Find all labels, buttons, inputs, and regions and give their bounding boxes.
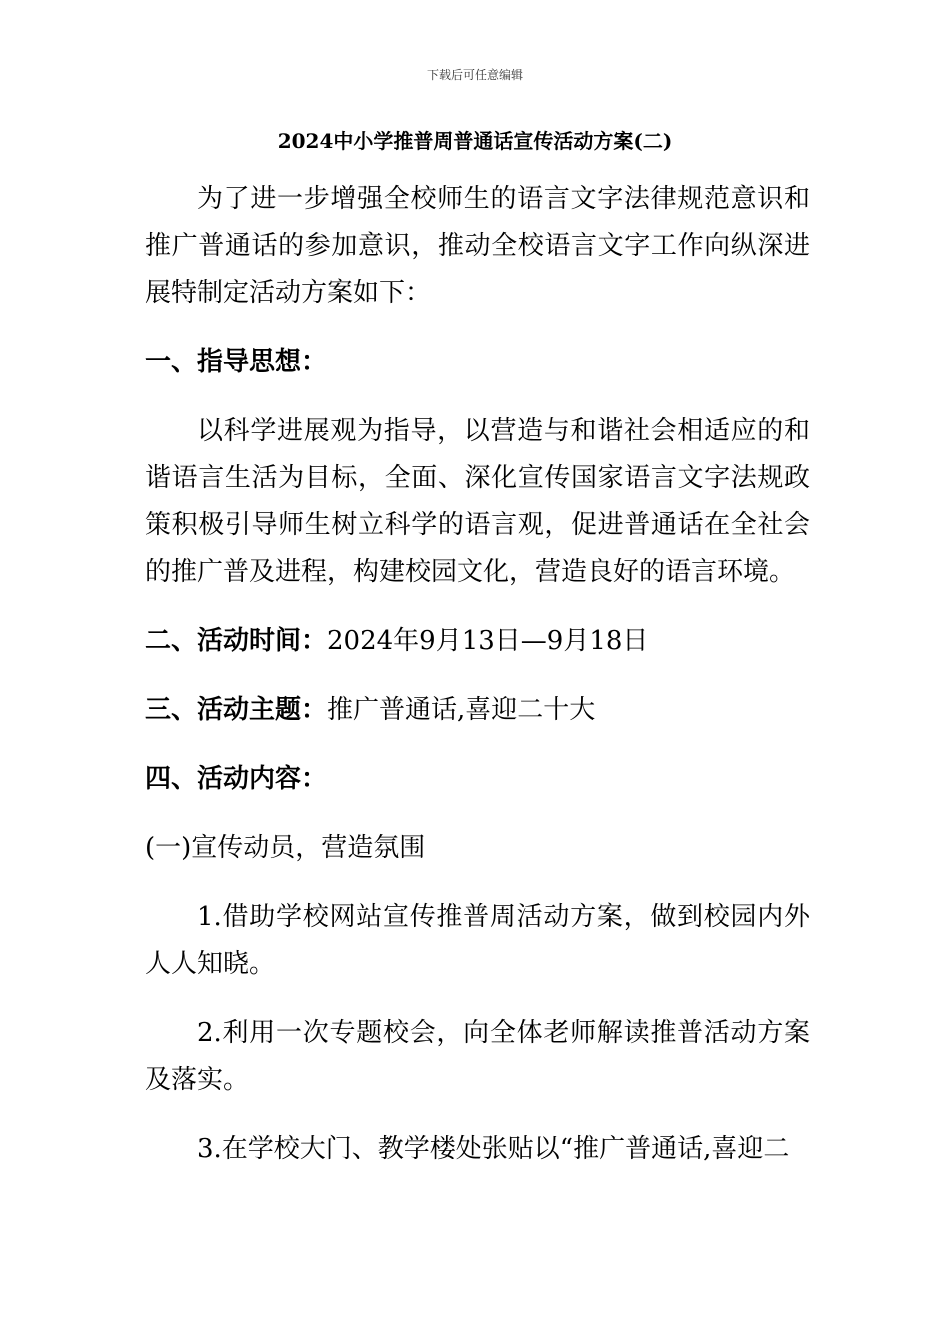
document-title: 2024中小学推普周普通话宣传活动方案(二) (277, 129, 673, 153)
activity-theme-line (145, 687, 810, 734)
intro-paragraph: 为了进一步增强全校师生的语言文字法律规范意识和推广普通话的参加意识，推动全校语言文字工作向纵深进展特制定活动方案如下： (145, 184, 810, 308)
section-heading-activity-content: 四、活动内容： (145, 764, 328, 794)
guiding-thought-paragraph: 以科学进展观为指导，以营造与和谐社会相适应的和谐语言生活为目标，全面、深化宣传国家语言文字法规政策积极引导师生树立科学的语言观，促进普通话在全社会的推广普及进程，构建校园文化，营造良好的语言环境。 (145, 416, 810, 587)
list-item: 2.利用一次专题校会，向全体老师解读推普活动方案及落实。 (145, 1018, 810, 1095)
header-note: 下载后可任意编辑 (426, 68, 523, 82)
list-item: 3.在学校大门、教学楼处张贴以“推广普通话,喜迎二 (197, 1134, 790, 1164)
activity-time-value: 2024年9月13日—9月18日 (327, 626, 649, 656)
subsection-heading-publicity: (一)宣传动员，营造氛围 (145, 833, 426, 863)
activity-time-line (145, 618, 810, 665)
list-item: 1.借助学校网站宣传推普周活动方案，做到校园内外人人知晓。 (145, 902, 810, 979)
activity-theme-value: 推广普通话,喜迎二十大 (327, 695, 596, 725)
document-body (145, 176, 810, 1195)
activity-theme-label: 三、活动主题： (145, 695, 328, 725)
activity-time-label: 二、活动时间： (145, 626, 328, 656)
section-heading-guiding-thought: 一、指导思想： (145, 347, 328, 377)
